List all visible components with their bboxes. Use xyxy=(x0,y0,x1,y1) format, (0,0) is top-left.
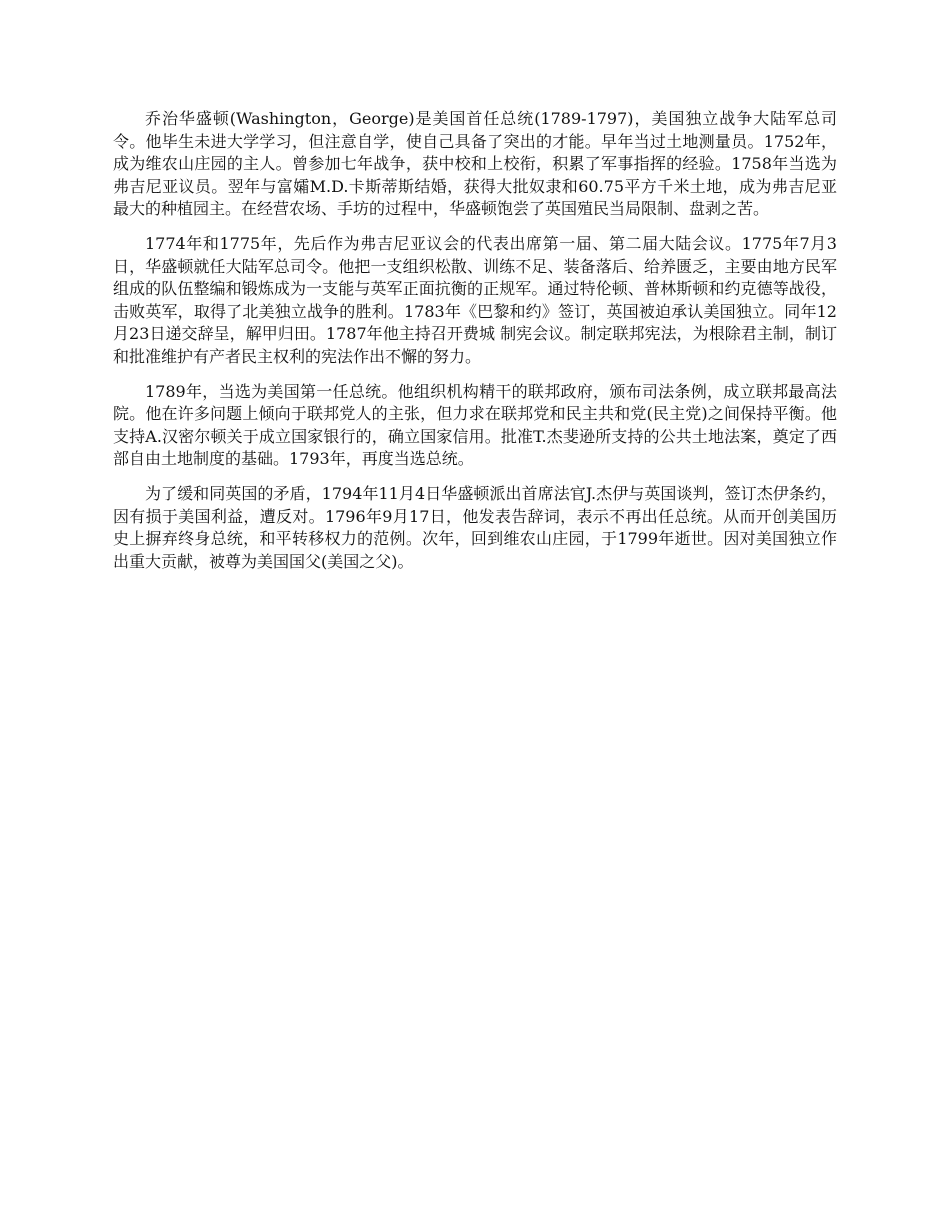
paragraph-1: 乔治华盛顿(Washington，George)是美国首任总统(1789-1797)，美国独立战争大陆军总司令。他毕生未进大学学习，但注意自学，使自己具备了突出的才能。早年当过土地测量员。1752年，成为维农山庄园的主人。曾参加七年战争，获中校和上校衔，积累了军事指挥的经验。1758年当选为弗吉尼亚议员。翌年与富孀M.D.卡斯蒂斯结婚，获得大批奴隶和60.75平方千米土地，成为弗吉尼亚最大的种植园主。在经营农场、手坊的过程中，华盛顿饱尝了英国殖民当局限制、盘剥之苦。 xyxy=(113,109,837,219)
paragraph-2: 1774年和1775年，先后作为弗吉尼亚议会的代表出席第一届、第二届大陆会议。1775年7月3日，华盛顿就任大陆军总司令。他把一支组织松散、训练不足、装备落后、给养匮乏，主要由地方民军组成的队伍整编和锻炼成为一支能与英军正面抗衡的正规军。通过特伦顿、普林斯顿和约克德等战役，击败英军，取得了北美独立战争的胜利。1783年《巴黎和约》签订，英国被迫承认美国独立。同年12月23日递交辞呈，解甲归田。1787年他主持召开费城 制宪会议。制定联邦宪法，为根除君主制，制订和批准维护有产者民主权利的宪法作出不懈的努力。 xyxy=(113,233,837,366)
document-body xyxy=(113,108,837,585)
paragraph-4: 为了缓和同英国的矛盾，1794年11月4日华盛顿派出首席法官J.杰伊与英国谈判，签订杰伊条约，因有损于美国利益，遭反对。1796年9月17日，他发表告辞词，表示不再出任总统。从而开创美国历史上摒弃终身总统，和平转移权力的范例。次年，回到维农山庄园，于1799年逝世。因对美国独立作出重大贡献，被尊为美国国父(美国之父)。 xyxy=(113,483,837,571)
paragraph-3: 1789年，当选为美国第一任总统。他组织机构精干的联邦政府，颁布司法条例，成立联邦最高法院。他在许多问题上倾向于联邦党人的主张，但力求在联邦党和民主共和党(民主党)之间保持平衡。他支持A.汉密尔顿关于成立国家银行的，确立国家信用。批准T.杰斐逊所支持的公共土地法案，奠定了西部自由土地制度的基础。1793年，再度当选总统。 xyxy=(113,381,837,469)
